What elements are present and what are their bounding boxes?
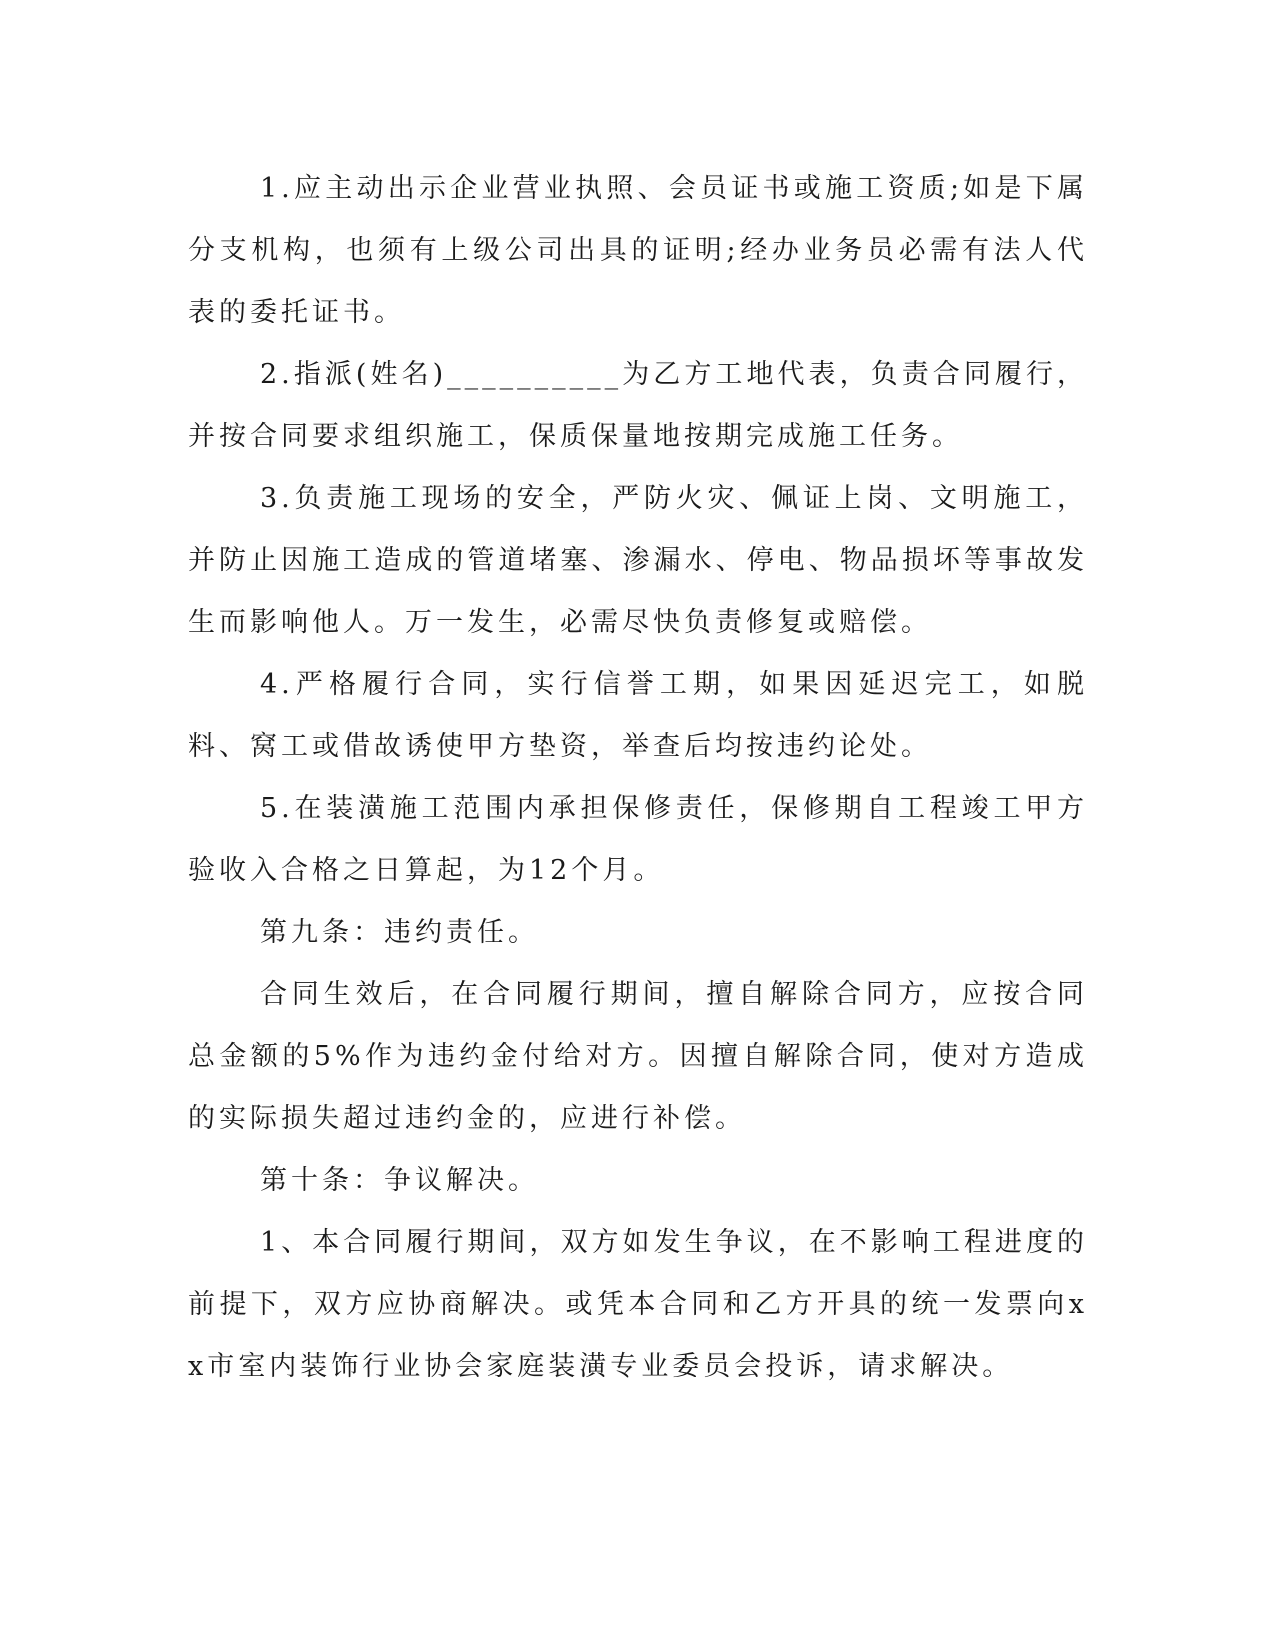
paragraph-4: 4.严格履行合同，实行信誉工期，如果因延迟完工，如脱料、窝工或借故诱使甲方垫资，举查后均按违约论处。 — [188, 669, 1088, 762]
paragraph-7: 合同生效后，在合同履行期间，擅自解除合同方，应按合同总金额的5%作为违约金付给对方。因擅自解除合同，使对方造成的实际损失超过违约金的，应进行补偿。 — [188, 979, 1088, 1134]
paragraph-3: 3.负责施工现场的安全，严防火灾、佩证上岗、文明施工，并防止因施工造成的管道堵塞、渗漏水、停电、物品损坏等事故发生而影响他人。万一发生，必需尽快负责修复或赔偿。 — [188, 483, 1088, 638]
document-body — [188, 158, 1088, 1398]
paragraph-9: 1、本合同履行期间，双方如发生争议，在不影响工程进度的前提下，双方应协商解决。或凭本合同和乙方开具的统一发票向xx市室内装饰行业协会家庭装潢专业委员会投诉，请求解决。 — [188, 1227, 1088, 1382]
article-9-heading: 第九条：违约责任。 — [260, 917, 539, 948]
paragraph-2: 2.指派(姓名)__________为乙方工地代表，负责合同履行，并按合同要求组织施工，保质保量地按期完成施工任务。 — [188, 359, 1088, 452]
paragraph-5: 5.在装潢施工范围内承担保修责任，保修期自工程竣工甲方验收入合格之日算起，为12个月。 — [188, 793, 1088, 886]
article-10-heading: 第十条：争议解决。 — [260, 1165, 539, 1196]
paragraph-1: 1.应主动出示企业营业执照、会员证书或施工资质;如是下属分支机构，也须有上级公司出具的证明;经办业务员必需有法人代表的委托证书。 — [188, 173, 1088, 328]
